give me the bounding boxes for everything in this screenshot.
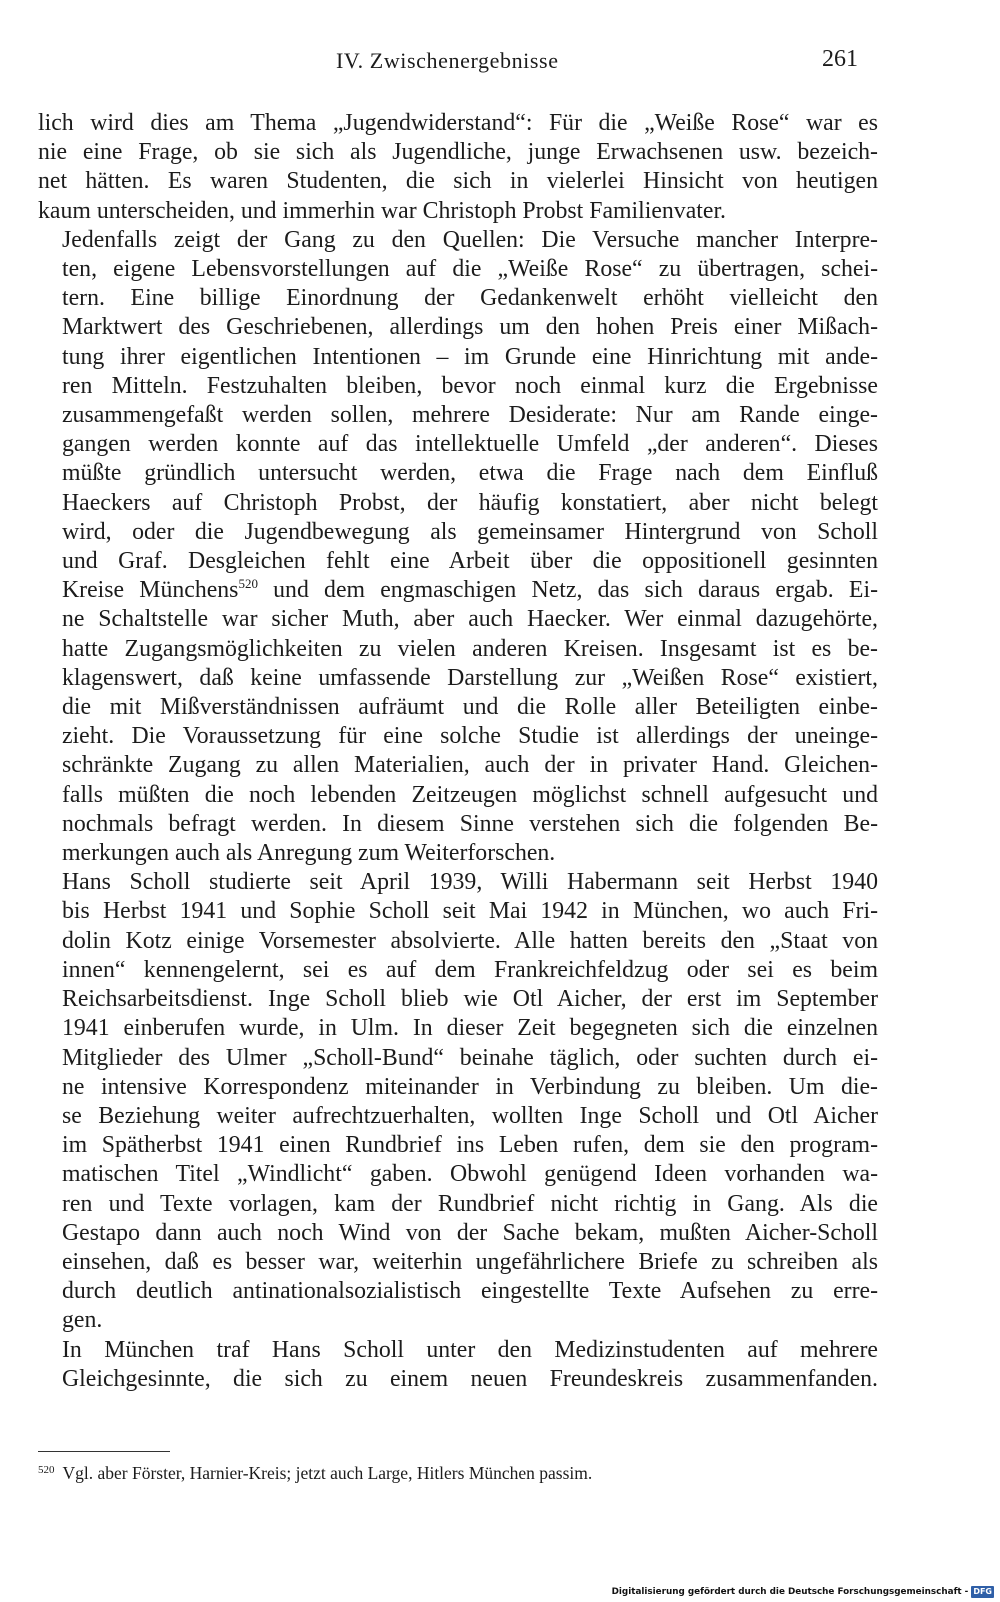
dfg-logo-icon: DFG [973,1587,992,1596]
digitization-credit [612,1584,994,1600]
text-line: Reichsarbeitsdienst. Inge Scholl blieb wie Otl Aicher, der erst im September [62,986,878,1013]
text-line: innen“ kennengelernt, sei es auf dem Frankreichfeldzug oder sei es beim [62,956,878,983]
text-line: die mit Mißverständnissen aufräumt und die Rolle aller Beteiligten einbe- [62,694,878,721]
text-line-with-footnote [38,576,878,605]
text-line: nie eine Frage, ob sie sich als Jugendliche, junge Erwachsenen usw. bezeich- [38,139,878,166]
text-line: zieht. Die Voraussetzung für eine solche Studie ist allerdings der uneinge- [62,723,878,750]
text-line: einsehen, daß es besser war, weiterhin ungefährlichere Briefe zu schreiben als [62,1248,878,1275]
text-line: ren Mitteln. Festzuhalten bleiben, bevor noch einmal kurz die Ergebnisse [62,372,878,399]
footnote-number: 520 [38,1464,55,1476]
body-text [38,109,878,1394]
text-line: lich wird dies am Thema „Jugendwiderstand“: Für die „Weiße Rose“ war es [38,110,878,136]
text-line: In München traf Hans Scholl unter den Medizinstudenten auf mehrere [62,1336,878,1363]
page-number: 261 [822,46,858,72]
text-line: ne intensive Korrespondenz miteinander in Verbindung zu bleiben. Um die- [62,1073,878,1100]
paragraph-3 [38,868,878,1335]
text-line: durch deutlich antinationalsozialistisch eingestellte Texte Aufsehen zu erre- [62,1278,878,1305]
text-line: Gleichgesinnte, die sich zu einem neuen Freundeskreis zusammenfanden. [62,1365,878,1392]
text-line: tern. Eine billige Einordnung der Gedankenwelt erhöht vielleicht den [62,285,878,312]
text-line: bis Herbst 1941 und Sophie Scholl seit Mai 1942 in München, wo auch Fri- [62,898,878,925]
text-line: Jedenfalls zeigt der Gang zu den Quellen: Die Versuche mancher Interpre- [62,226,878,253]
text-segment: und dem engmaschigen Netz, das sich daraus ergab. Ei- [257,577,878,604]
text-line: Marktwert des Geschriebenen, allerdings um den hohen Preis einer Mißach- [62,314,878,341]
text-line: ten, eigene Lebensvorstellungen auf die „Weiße Rose“ zu übertragen, schei- [62,256,878,283]
paragraph-4 [38,1336,878,1394]
text-line: Gestapo dann auch noch Wind von der Sache bekam, mußten Aicher-Scholl [62,1219,878,1246]
text-line: falls müßten die noch lebenden Zeitzeugen möglichst schnell aufgesucht und [62,781,878,808]
credit-text: Digitalisierung gefördert durch die Deutsche Forschungsgemeinschaft - [611,1587,969,1597]
text-line: matischen Titel „Windlicht“ gaben. Obwohl genügend Ideen vorhanden wa- [62,1161,878,1188]
text-line: net hätten. Es waren Studenten, die sich in vielerlei Hinsicht von heutigen [38,168,878,195]
footnote [38,1458,878,1485]
page-header [0,44,1000,78]
text-line: gen. [62,1307,103,1334]
text-line: nochmals befragt werden. In diesem Sinne verstehen sich die folgenden Be- [62,810,878,837]
text-line: ren und Texte vorlagen, kam der Rundbrief nicht richtig in Gang. Als die [62,1190,878,1217]
text-line: dolin Kotz einige Vorsemester absolvierte. Alle hatten bereits den „Staat von [62,927,878,954]
text-line: wird, oder die Jugendbewegung als gemeinsamer Hintergrund von Scholl [62,518,878,545]
running-head: IV. Zwischenergebnisse [336,48,559,73]
text-line: hatte Zugangsmöglichkeiten zu vielen anderen Kreisen. Insgesamt ist es be- [62,635,878,662]
text-segment: Kreise Münchens [62,577,239,604]
text-line: Hans Scholl studierte seit April 1939, Willi Habermann seit Herbst 1940 [62,869,878,896]
footnote-reference: 520 [238,576,258,592]
text-line: müßte gründlich untersucht werden, etwa die Frage nach dem Einfluß [62,460,878,487]
footnote-text: Vgl. aber Förster, Harnier-Kreis; jetzt auch Large, Hitlers München passim. [62,1463,593,1483]
text-line: Mitglieder des Ulmer „Scholl-Bund“ beinahe täglich, oder suchten durch ei- [62,1044,878,1071]
text-line: schränkte Zugang zu allen Materialien, auch der in privater Hand. Gleichen- [62,752,878,779]
text-line: 1941 einberufen wurde, in Ulm. In dieser Zeit begegneten sich die einzelnen [62,1015,878,1042]
footnote-divider [38,1451,170,1452]
paragraph-2 [38,226,878,868]
text-line: gangen werden konnte auf das intellektuelle Umfeld „der anderen“. Dieses [62,431,878,458]
text-line: Haeckers auf Christoph Probst, der häufig konstatiert, aber nicht belegt [62,489,878,516]
text-line: tung ihrer eigentlichen Intentionen – im Grunde eine Hinrichtung mit ande- [62,343,878,370]
text-line: kaum unterscheiden, und immerhin war Christoph Probst Familienvater. [38,197,727,224]
text-line: se Beziehung weiter aufrechtzuerhalten, wollten Inge Scholl und Otl Aicher [62,1102,878,1129]
text-line: und Graf. Desgleichen fehlt eine Arbeit über die oppositionell gesinnten [62,548,878,575]
text-line: ne Schaltstelle war sicher Muth, aber auch Haecker. Wer einmal dazugehörte, [62,606,878,633]
text-line: klagenswert, daß keine umfassende Darstellung zur „Weißen Rose“ existiert, [62,664,878,691]
text-line: merkungen auch als Anregung zum Weiterforschen. [62,840,556,867]
paragraph-1 [38,109,878,226]
text-line: zusammengefaßt werden sollen, mehrere Desiderate: Nur am Rande einge- [62,402,878,429]
text-line: im Spätherbst 1941 einen Rundbrief ins Leben rufen, dem sie den program- [62,1132,878,1159]
